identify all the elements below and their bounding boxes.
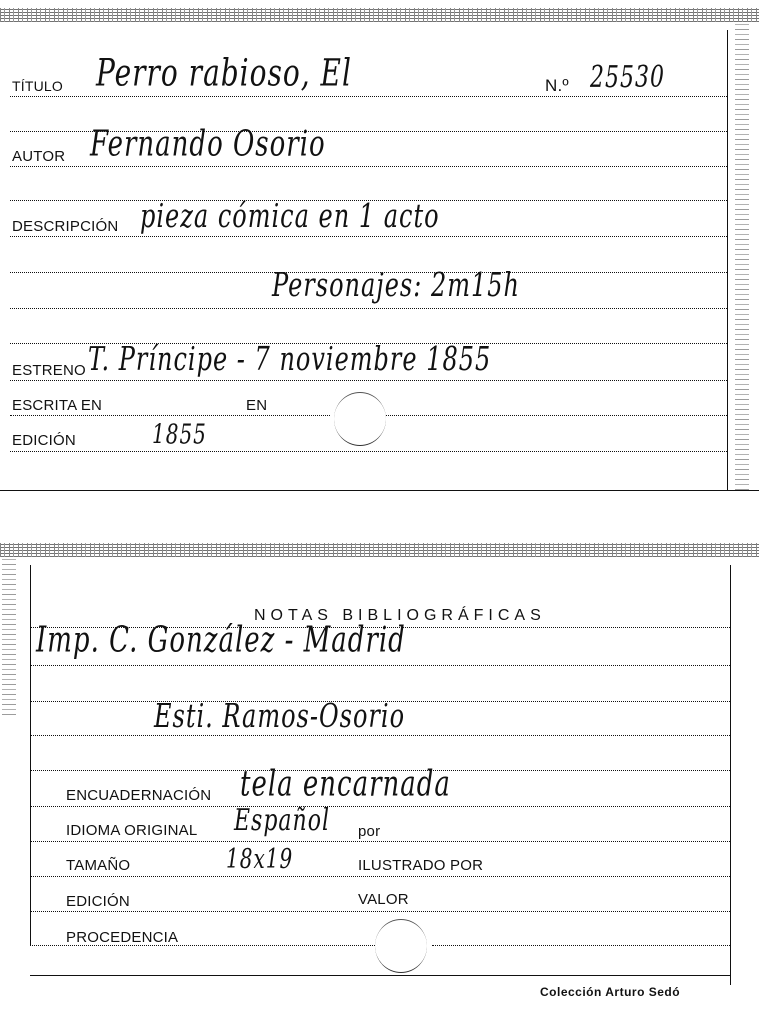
- notes-card: [0, 535, 759, 1025]
- edicion-label: EDICIÓN: [12, 432, 76, 449]
- autor-label: AUTOR: [12, 148, 66, 165]
- tamano-label: TAMAÑO: [66, 857, 131, 874]
- rule: [10, 96, 727, 97]
- rule: [10, 415, 330, 416]
- card-bottom-edge: [0, 490, 759, 491]
- nota-1: Imp. C. González - Madrid: [36, 620, 406, 661]
- title-card: [0, 0, 759, 495]
- numero-value: 25530: [590, 61, 665, 95]
- idioma-label: IDIOMA ORIGINAL: [66, 822, 198, 839]
- numero-label: N.º: [545, 76, 569, 95]
- titulo-label: TÍTULO: [12, 78, 63, 94]
- card-left-border: [30, 565, 31, 945]
- rule: [386, 415, 727, 416]
- autor-value: Fernando Osorio: [90, 124, 326, 165]
- procedencia-label: PROCEDENCIA: [66, 929, 179, 946]
- descripcion-label: DESCRIPCIÓN: [12, 218, 119, 235]
- rule: [30, 945, 375, 946]
- rule: [30, 911, 730, 912]
- rule: [10, 166, 727, 167]
- card-inner-bottom: [30, 975, 730, 976]
- edicion-label: EDICIÓN: [66, 893, 130, 910]
- idioma-value: Español: [234, 804, 330, 838]
- rule: [10, 451, 727, 452]
- rule: [30, 841, 730, 842]
- rule: [10, 236, 727, 237]
- encuadernacion-label: ENCUADERNACIÓN: [66, 787, 212, 804]
- notas-title: NOTAS BIBLIOGRÁFICAS: [254, 607, 546, 624]
- edicion-value: 1855: [152, 417, 207, 450]
- por-label: por: [358, 823, 381, 840]
- rule: [30, 665, 730, 666]
- ilustrado-label: ILUSTRADO POR: [358, 857, 484, 874]
- en-label: EN: [246, 397, 268, 414]
- card-top-edge: [0, 543, 759, 557]
- rule: [30, 806, 730, 807]
- encuadernacion-value: tela encarnada: [240, 764, 451, 805]
- stamp-circle: [334, 392, 386, 446]
- valor-label: VALOR: [358, 891, 409, 908]
- rule: [30, 735, 730, 736]
- collection-footer: Colección Arturo Sedó: [540, 985, 681, 999]
- estreno-value: T. Príncipe - 7 noviembre 1855: [88, 340, 492, 378]
- rule: [10, 308, 727, 309]
- rule: [10, 380, 727, 381]
- estreno-label: ESTRENO: [12, 362, 86, 379]
- card-left-edge: [2, 555, 16, 715]
- card-right-border: [727, 30, 728, 490]
- rule: [432, 945, 730, 946]
- stamp-circle: [375, 919, 427, 973]
- rule: [30, 876, 730, 877]
- card-top-edge: [0, 8, 759, 22]
- descripcion-value: pieza cómica en 1 acto: [140, 197, 440, 235]
- card-right-edge: [735, 20, 749, 490]
- escrita-en-label: ESCRITA EN: [12, 397, 103, 414]
- tamano-value: 18x19: [226, 842, 294, 875]
- nota-2: Esti. Ramos-Osorio: [154, 697, 406, 735]
- card-right-border: [730, 565, 731, 985]
- descripcion-value-2: Personajes: 2m15h: [272, 266, 520, 304]
- titulo-value: Perro rabioso, El: [96, 50, 352, 95]
